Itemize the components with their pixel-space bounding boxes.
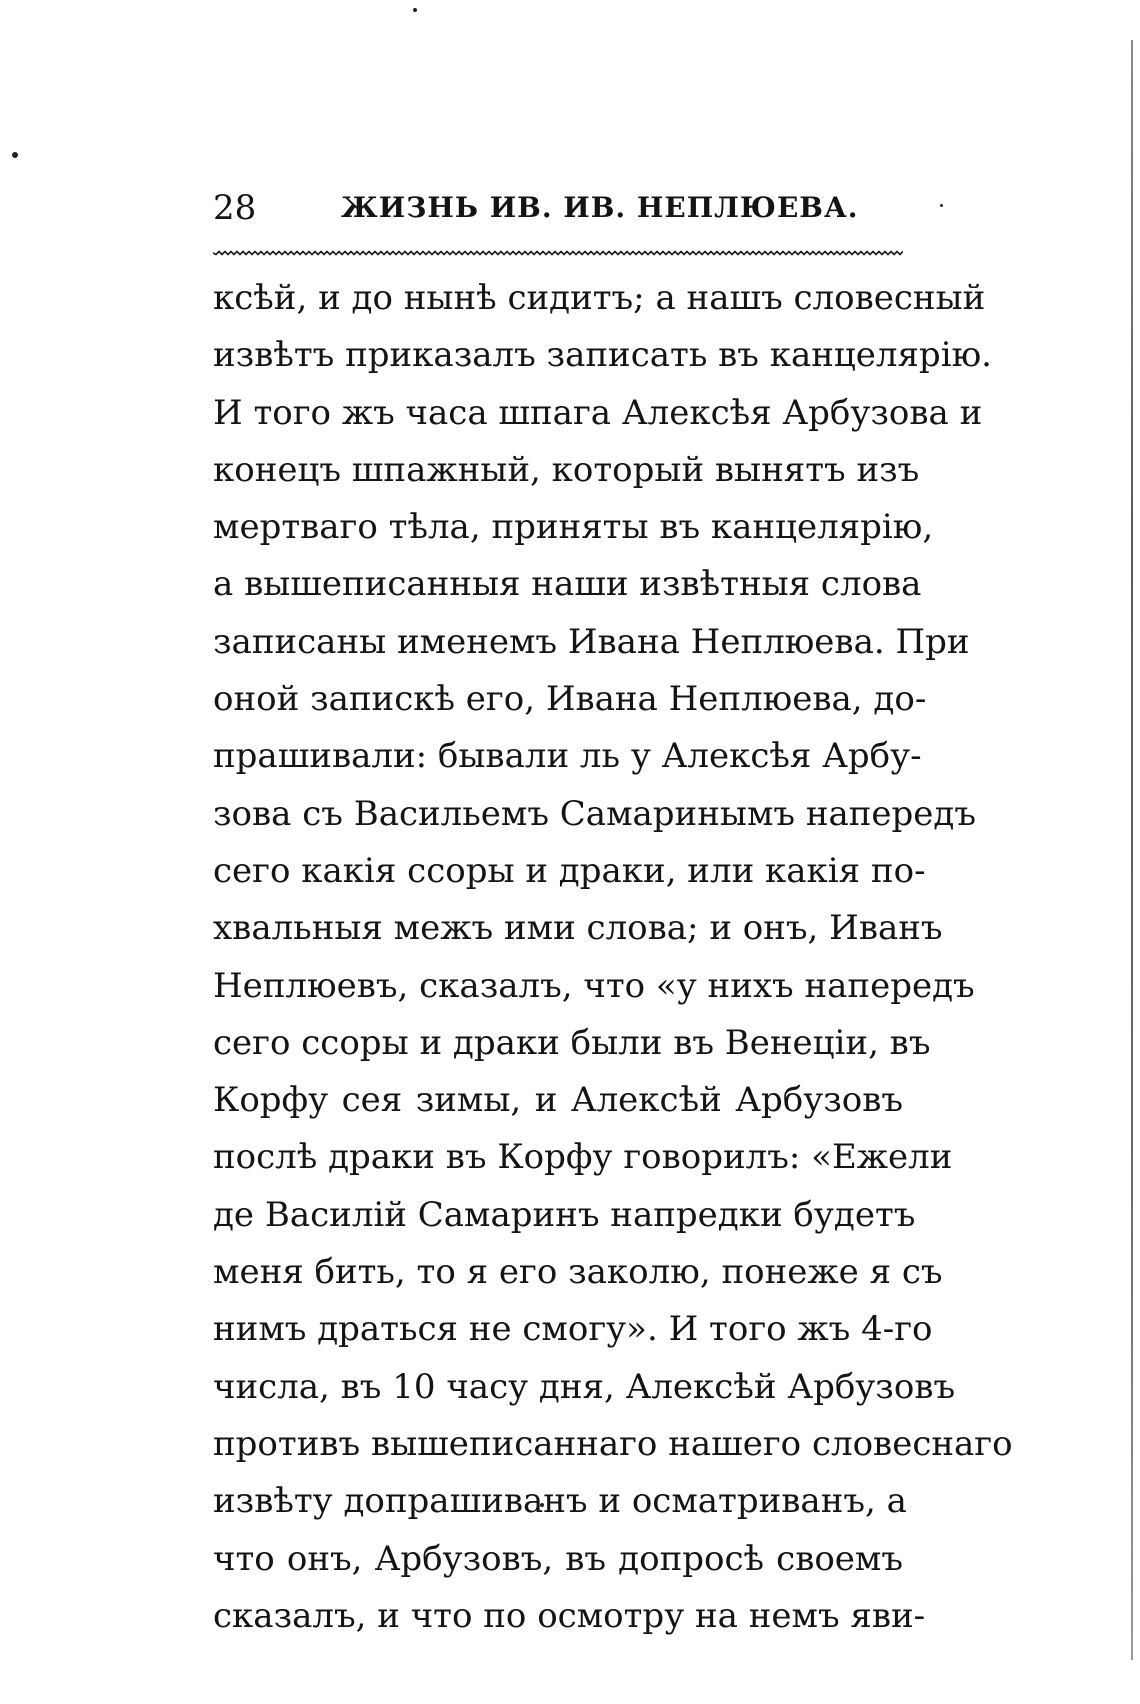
text-line: послѣ драки въ Корфу говорилъ: «Ежели (213, 1137, 953, 1178)
text-line: оной запискѣ его, Ивана Неплюева, до- (213, 679, 927, 720)
text-line: Неплюевъ, сказалъ, что «у нихъ напередъ (213, 965, 975, 1006)
text-line: противъ вышеписаннаго нашего словеснаго (213, 1423, 1013, 1464)
text-line: сего ссоры и драки были въ Венеціи, въ (213, 1022, 931, 1063)
text-line: нимъ драться не смогу». И того жъ 4-го (213, 1309, 933, 1350)
text-line: конецъ шпажный, который вынятъ изъ (213, 449, 920, 490)
text-line: Корфу сея зимы, и Алексѣй Арбузовъ (213, 1080, 903, 1121)
text-line: хвальныя межъ ими слова; и онъ, Иванъ (213, 908, 943, 949)
text-line: меня бить, то я его заколю, понеже я съ (213, 1252, 943, 1293)
text-line: записаны именемъ Ивана Неплюева. При (213, 621, 970, 662)
text-line: а вышеписанныя наши извѣтныя слова (213, 564, 922, 605)
text-line: зова съ Васильемъ Самаринымъ напередъ (213, 793, 976, 834)
text-line: ксѣй, и до нынѣ сидитъ; а нашъ словесный (213, 278, 986, 318)
text-line: сказалъ, и что по осмотру на немъ яви- (213, 1595, 926, 1636)
text-line: де Василій Самаринъ напредки будетъ (213, 1194, 916, 1235)
text-line: что онъ, Арбузовъ, въ допросѣ своемъ (213, 1538, 903, 1579)
text-line: извѣтъ приказалъ записать въ канцелярію. (213, 335, 992, 376)
page-edge-shadow (1131, 40, 1133, 1660)
print-speck (940, 204, 943, 207)
text-line: прашивали: бывали ль у Алексѣя Арбу- (213, 736, 922, 777)
running-title: ЖИЗНЬ ИВ. ИВ. НЕПЛЮЕВА. (341, 191, 859, 224)
header-rule (213, 250, 903, 256)
running-header (213, 186, 903, 230)
text-line: И того жъ часа шпага Алексѣя Арбузова и (213, 392, 983, 433)
text-line: мертваго тѣла, приняты въ канцелярію, (213, 507, 934, 548)
text-line: числа, въ 10 часу дня, Алексѣй Арбузовъ (213, 1366, 956, 1407)
page-number: 28 (213, 188, 257, 228)
print-speck (413, 8, 417, 12)
body-text (213, 270, 1013, 1645)
text-line: сего какія ссоры и драки, или какія по- (213, 850, 926, 891)
text-line: извѣту допрашиванъ и осматриванъ, а (213, 1481, 907, 1522)
print-speck (12, 152, 18, 158)
